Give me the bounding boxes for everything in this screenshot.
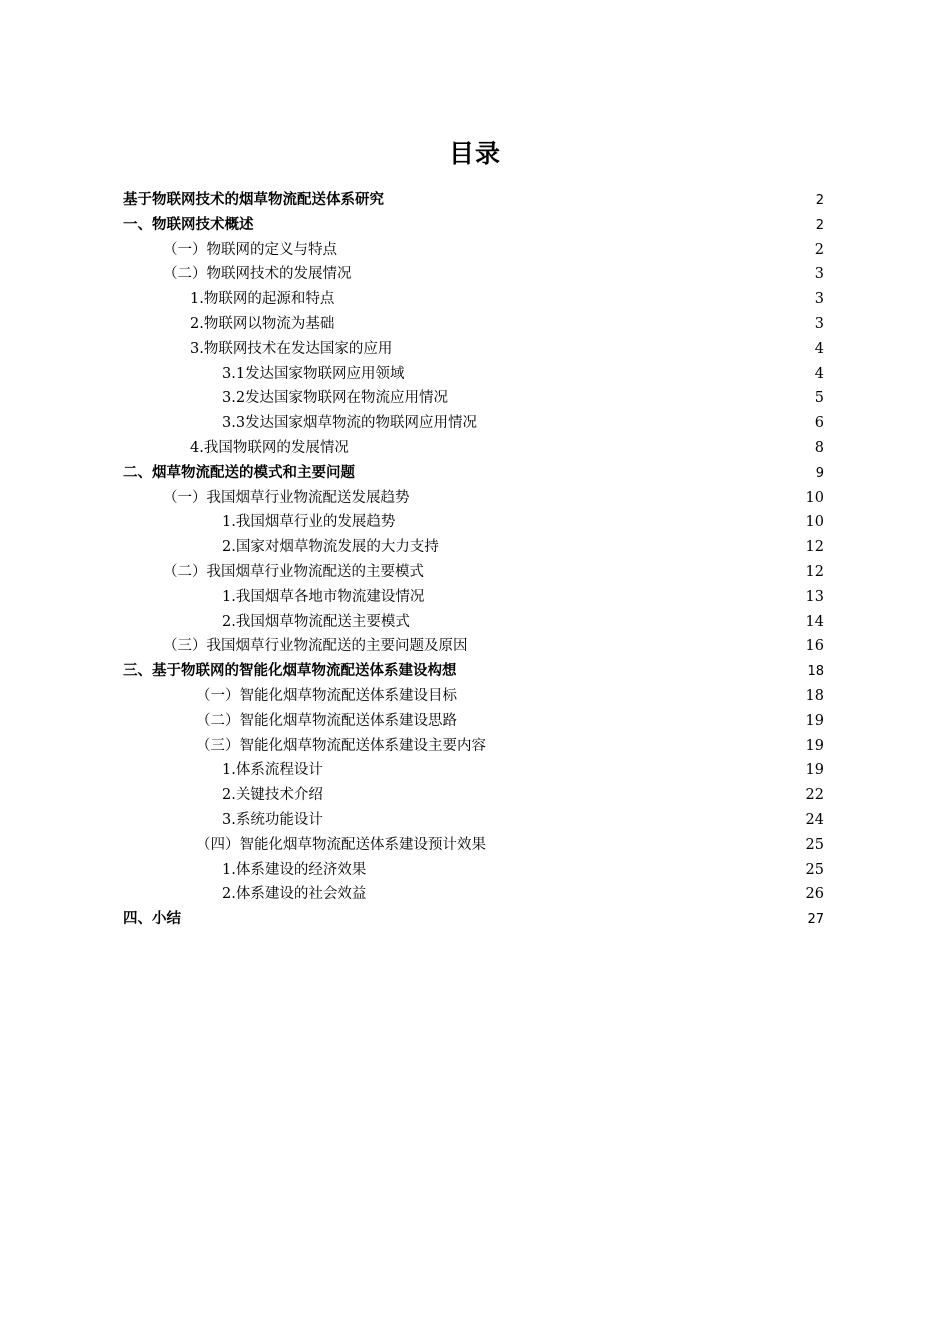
toc-entry-label: 2.物联网以物流为基础 bbox=[190, 316, 335, 332]
toc-page-number: 2 bbox=[815, 218, 824, 233]
toc-page-number: 4 bbox=[814, 366, 824, 382]
toc-entry[interactable] bbox=[222, 535, 824, 559]
toc-entry-label: 基于物联网技术的烟草物流配送体系研究 bbox=[123, 192, 384, 208]
toc-entry-label: 3.2发达国家物联网在物流应用情况 bbox=[222, 390, 449, 406]
toc-page-number: 12 bbox=[805, 539, 824, 555]
toc-entry[interactable] bbox=[196, 684, 824, 708]
toc-entry[interactable] bbox=[190, 337, 824, 361]
toc-page-number: 22 bbox=[805, 787, 824, 803]
toc-entry[interactable] bbox=[190, 287, 824, 311]
toc-entry[interactable] bbox=[222, 386, 824, 410]
toc-entry-label: 2.关键技术介绍 bbox=[222, 787, 323, 803]
toc-entry-label: （三）我国烟草行业物流配送的主要问题及原因 bbox=[163, 638, 468, 654]
toc-entry-label: 三、基于物联网的智能化烟草物流配送体系建设构想 bbox=[123, 663, 457, 679]
toc-entry-label: （二）物联网技术的发展情况 bbox=[163, 266, 352, 282]
toc-entry-label: 二、烟草物流配送的模式和主要问题 bbox=[123, 465, 355, 481]
toc-page-number: 18 bbox=[807, 664, 824, 679]
toc-entry[interactable] bbox=[222, 758, 824, 782]
toc-page-number: 19 bbox=[805, 762, 824, 778]
toc-page-number: 10 bbox=[805, 490, 824, 506]
toc-entry-label: 3.3发达国家烟草物流的物联网应用情况 bbox=[222, 415, 478, 431]
toc-entry[interactable] bbox=[222, 411, 824, 435]
toc-entry-label: （一）我国烟草行业物流配送发展趋势 bbox=[163, 490, 410, 506]
toc-entry[interactable] bbox=[190, 436, 824, 460]
toc-page-number: 8 bbox=[814, 440, 824, 456]
toc-entry-label: 3.物联网技术在发达国家的应用 bbox=[190, 341, 393, 357]
toc-page-number: 3 bbox=[814, 291, 824, 307]
toc-entry-label: 1.我国烟草各地市物流建设情况 bbox=[222, 589, 425, 605]
toc-heading-entry[interactable] bbox=[123, 907, 824, 931]
toc-page-number: 5 bbox=[814, 390, 824, 406]
toc-entry-label: 1.体系流程设计 bbox=[222, 762, 323, 778]
toc-page-number: 25 bbox=[805, 837, 824, 853]
toc-page-number: 3 bbox=[814, 316, 824, 332]
toc-entry[interactable] bbox=[196, 734, 824, 758]
toc-entry-label: 1.物联网的起源和特点 bbox=[190, 291, 335, 307]
toc-entry[interactable] bbox=[163, 560, 824, 584]
toc-entry[interactable] bbox=[196, 709, 824, 733]
toc-page-number: 10 bbox=[805, 514, 824, 530]
toc-entry-label: 3.系统功能设计 bbox=[222, 812, 323, 828]
toc-entry[interactable] bbox=[222, 510, 824, 534]
toc-entry-label: （一）物联网的定义与特点 bbox=[163, 242, 337, 258]
toc-heading-entry[interactable] bbox=[123, 659, 824, 683]
toc-entry[interactable] bbox=[222, 808, 824, 832]
toc-entry[interactable] bbox=[222, 585, 824, 609]
toc-entry-label: 一、物联网技术概述 bbox=[123, 217, 254, 233]
toc-entry[interactable] bbox=[190, 312, 824, 336]
toc-entry-label: 1.我国烟草行业的发展趋势 bbox=[222, 514, 396, 530]
toc-entry[interactable] bbox=[163, 238, 824, 262]
toc-heading-entry[interactable] bbox=[123, 461, 824, 485]
toc-entry[interactable] bbox=[196, 833, 824, 857]
toc-page-number: 12 bbox=[805, 564, 824, 580]
toc-page-number: 6 bbox=[814, 415, 824, 431]
toc-heading-entry[interactable] bbox=[123, 213, 824, 237]
toc-heading-entry[interactable] bbox=[123, 188, 824, 212]
toc-entry[interactable] bbox=[222, 610, 824, 634]
toc-entry-label: 4.我国物联网的发展情况 bbox=[190, 440, 349, 456]
toc-page-number: 25 bbox=[805, 862, 824, 878]
toc-entry[interactable] bbox=[222, 858, 824, 882]
toc-entry[interactable] bbox=[222, 882, 824, 906]
toc-entry-label: 2.国家对烟草物流发展的大力支持 bbox=[222, 539, 439, 555]
toc-entry-label: 2.我国烟草物流配送主要模式 bbox=[222, 614, 410, 630]
page-title: 目录 bbox=[448, 139, 501, 168]
toc-entry-label: （二）我国烟草行业物流配送的主要模式 bbox=[163, 564, 424, 580]
toc-page-number: 26 bbox=[805, 886, 824, 902]
toc-entry-label: 3.1发达国家物联网应用领域 bbox=[222, 366, 405, 382]
toc-entry-label: 2.体系建设的社会效益 bbox=[222, 886, 367, 902]
toc-entry[interactable] bbox=[163, 262, 824, 286]
toc-page-number: 9 bbox=[815, 466, 824, 481]
toc-entry-label: （二）智能化烟草物流配送体系建设思路 bbox=[196, 713, 457, 729]
toc-entry[interactable] bbox=[222, 362, 824, 386]
toc-page-number: 3 bbox=[814, 266, 824, 282]
toc-entry-label: （三）智能化烟草物流配送体系建设主要内容 bbox=[196, 738, 486, 754]
toc-entry-label: 1.体系建设的经济效果 bbox=[222, 862, 367, 878]
toc-page-number: 16 bbox=[805, 638, 824, 654]
toc-page-number: 14 bbox=[805, 614, 824, 630]
toc-entry-label: 四、小结 bbox=[123, 911, 181, 927]
toc-entry[interactable] bbox=[163, 634, 824, 658]
toc-entry[interactable] bbox=[163, 486, 824, 510]
toc-page-number: 2 bbox=[814, 242, 824, 258]
toc-page-number: 18 bbox=[805, 688, 824, 704]
toc-entry-label: （四）智能化烟草物流配送体系建设预计效果 bbox=[196, 837, 486, 853]
toc-entry[interactable] bbox=[222, 783, 824, 807]
toc-entry-label: （一）智能化烟草物流配送体系建设目标 bbox=[196, 688, 457, 704]
toc-page-number: 19 bbox=[805, 738, 824, 754]
toc-page-number: 27 bbox=[807, 912, 824, 927]
toc-page-number: 2 bbox=[815, 193, 824, 208]
toc-page-number: 19 bbox=[805, 713, 824, 729]
toc-page-number: 13 bbox=[805, 589, 824, 605]
toc-page-number: 24 bbox=[805, 812, 824, 828]
toc-page-number: 4 bbox=[814, 341, 824, 357]
